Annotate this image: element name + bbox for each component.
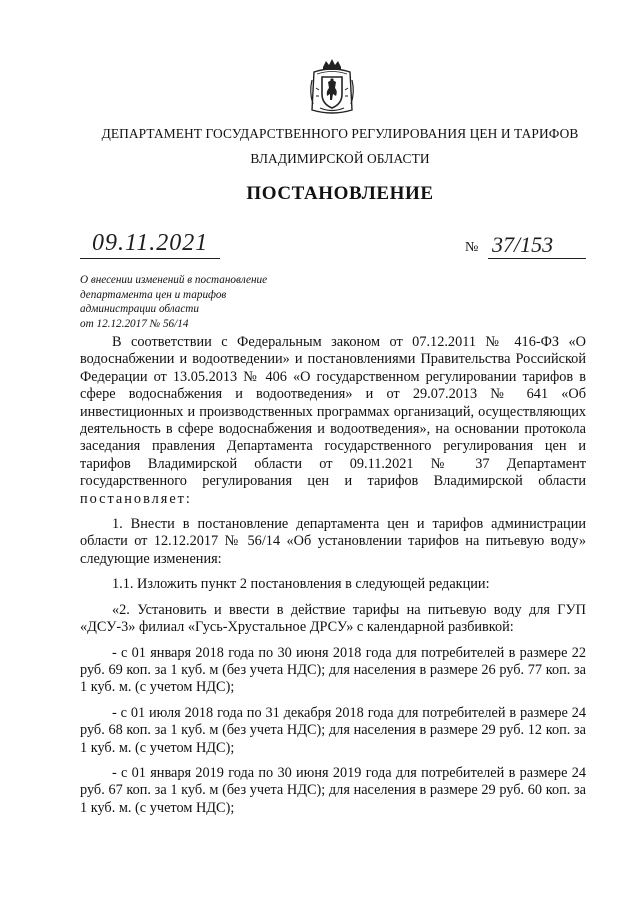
item-1-1-paragraph: 1.1. Изложить пункт 2 постановления в следующей редакции: — [112, 576, 490, 593]
subject-line: администрации области — [80, 303, 199, 316]
document-body — [80, 334, 586, 817]
department-name-line2: ВЛАДИМИРСКОЙ ОБЛАСТИ — [250, 151, 430, 166]
document-subject — [80, 273, 267, 331]
tariff-period-2: - с 01 июля 2018 года по 31 декабря 2018 года для потребителей в размере 24 руб. 68 коп. за 1 куб. м (без учета НДС); для населения в размере 29 руб. 12 коп. за 1 куб. м. (с учетом НДС); — [80, 704, 586, 756]
quoted-item-2-paragraph: «2. Установить и ввести в действие тарифы на питьевую воду для ГУП «ДСУ-3» филиал «Гусь-Хрустальное ДРСУ» с календарной разбивкой: — [80, 601, 586, 636]
document-number: 37/153 — [492, 232, 554, 257]
subject-line: О внесении изменений в постановление — [80, 274, 268, 286]
department-name-line1: ДЕПАРТАМЕНТ ГОСУДАРСТВЕННОГО РЕГУЛИРОВАНИЯ ЦЕН И ТАРИФОВ — [101, 126, 579, 141]
tariff-period-1: - с 01 января 2018 года по 30 июня 2018 года для потребителей в размере 22 руб. 69 коп. за 1 куб. м (без учета НДС); для населения в размере 26 руб. 77 коп. за 1 куб. м. (с учетом НДС); — [80, 644, 586, 696]
number-sign: № — [465, 240, 479, 255]
intro-paragraph — [80, 334, 586, 508]
document-title: ПОСТАНОВЛЕНИЕ — [246, 183, 434, 204]
tariff-period-3: - с 01 января 2019 года по 30 июня 2019 года для потребителей в размере 24 руб. 67 коп. за 1 куб. м (без учета НДС); для населения в размере 29 руб. 60 коп. за 1 куб. м. (с учетом НДС); — [80, 764, 586, 816]
subject-line: от 12.12.2017 № 56/14 — [80, 317, 189, 330]
intro-text: В соответствии с Федеральным законом от 07.12.2011 № 416-ФЗ «О водоснабжении и водоотведении» и постановлениями Правительства Российской Федерации от 13.05.2013 № 406 «О государственном регулировании тарифов в сфере водоснабжения и водоотведения» и от 29.07.2013 № 641 «Об инвестиционных и производственных программах организаций, осуществляющих деятельность в сфере водоснабжения и водоотведения», на основании протокола заседания правления Департамента государственного регулирования цен и тарифов Владимирской области от 09.11.2021 № 37 Департамент государственного регулирования цен и тарифов Владимирской области — [80, 334, 586, 490]
coat-of-arms-icon — [308, 58, 356, 116]
resolves-word: постановляет: — [80, 490, 192, 507]
document-date: 09.11.2021 — [92, 230, 209, 256]
item-1-paragraph: 1. Внести в постановление департамента цен и тарифов администрации области от 12.12.2017 № 56/14 «Об установлении тарифов на питьевую воду» следующие изменения: — [80, 516, 586, 567]
number-underline — [488, 258, 586, 259]
date-underline — [80, 258, 220, 259]
subject-line: департамента цен и тарифов — [80, 288, 227, 301]
